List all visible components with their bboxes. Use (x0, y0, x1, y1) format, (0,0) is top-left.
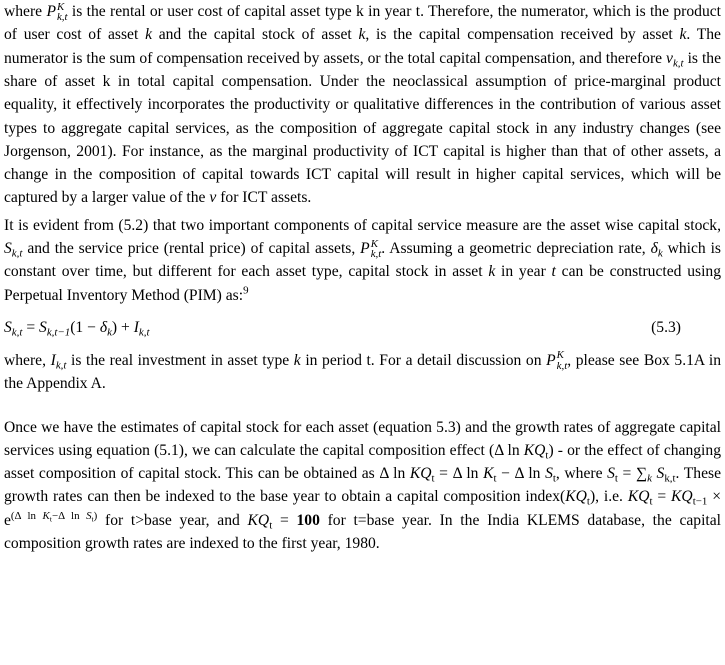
symbol-v-kt: $v_{k,t}$ (666, 49, 684, 69)
symbol-P-kt: P K k,t (46, 0, 68, 24)
equation-index: $KQ_t = KQ_{t-1} \times e^{(\Delta ln K_t-\Delta ln S_t)}$ (4, 488, 721, 529)
symbol-delta-k: $\delta_k$ (650, 240, 663, 260)
paragraph-capital-stock: It is evident from (5.2) that two important components of capital service measure are the asset wise capital stock, $S_{k,t}$ and the service price (rental price) of capital assets, P K k,t . Assuming a geometric depreciation rate, $\delta_k$ which is constant over time, but different for each asset type, capital stock in asset k in year t can be constructed using Perpetual Inventory Method (PIM) as:$^9$ (4, 216, 722, 304)
symbol-dlnKQ: (Δ $\ln KQ_t$) (489, 441, 554, 462)
paragraph-investment: where, $I_{k,t}$ is the real investment in asset type k in period t. For a detail discussion on P K k,t , please see Box 5.1A in the Appendix A. (4, 349, 722, 393)
symbol-I-kt: $I_{k,t}$ (50, 351, 67, 372)
symbol-P-kt-2: P K k,t (360, 237, 382, 261)
symbol-KQt: $(KQ_t)$ (560, 488, 596, 508)
footnote-marker: 9 (243, 284, 249, 297)
equation-sum-S: $S_t = \sum_k$ $S_{k,t}$ (607, 465, 676, 485)
paragraph-rental-cost: where P K k,t is the rental or user cost of capital asset type k in year t. Therefore, the numerator, which is the product of user cost of asset k and the capital stock of asset k, is the capital compensation received by asset k. The numerator is the sum of compensation received by assets, or the total capital compensation, and therefore $v_{k,t}$ is the share of asset k in total capital compensation. Under the neoclassical assumption of price-marginal product equality, it effectively incorporates the productivity or qualitative differences in the contribution of various asset types to aggregate capital services, as the composition of aggregate capital stock in any industry changes (see Jorgenson, 2001). For instance, as the marginal productivity of ICT capital is higher than that of other assets, a change in the composition of capital towards ICT capital will result in higher capital services, which will be captured by a larger value of the v for ICT assets. (4, 0, 721, 207)
equation-dlnKQ: Δ $\ln KQ_t = \Delta$ $\ln K_t - \Delta$ $\ln S_t$ (379, 465, 556, 485)
equation-base: $KQ_t = 100$ (247, 511, 320, 532)
equation-5-3 (4, 307, 721, 349)
equation-number: (5.3) (651, 319, 681, 337)
symbol-P-kt-3: P K k,t (546, 349, 568, 373)
symbol-S-kt: $S_{k,t}$ (4, 240, 23, 260)
paragraph-composition-effect: Once we have the estimates of capital stock for each asset (equation 5.3) and the growth rates of aggregate capital services using equation (5.1), we can calculate the capital composition effect (Δ $\ln KQ_t$) - or the effect of changing asset composition of capital stock. This can be obtained as Δ $\ln KQ_t = \Delta$ $\ln K_t - \Delta$ $\ln S_t$, where $S_t = \sum_k$ $S_{k,t}$. These growth rates can then be indexed to the base year to obtain a capital composition $index(KQ_t)$, i.e. $KQ_t = KQ_{t-1} \times e^{(\Delta ln K_t-\Delta ln S_t)}$ for t>base year, and $KQ_t = 100$ for t=base year. In the India KLEMS database, the capital composition growth rates are indexed to the first year, 1980. (4, 418, 722, 553)
equation-pim: $S_{k,t} = S_{k,t-1}(1 - \delta_k) + I_{k,t}$ (4, 319, 150, 339)
